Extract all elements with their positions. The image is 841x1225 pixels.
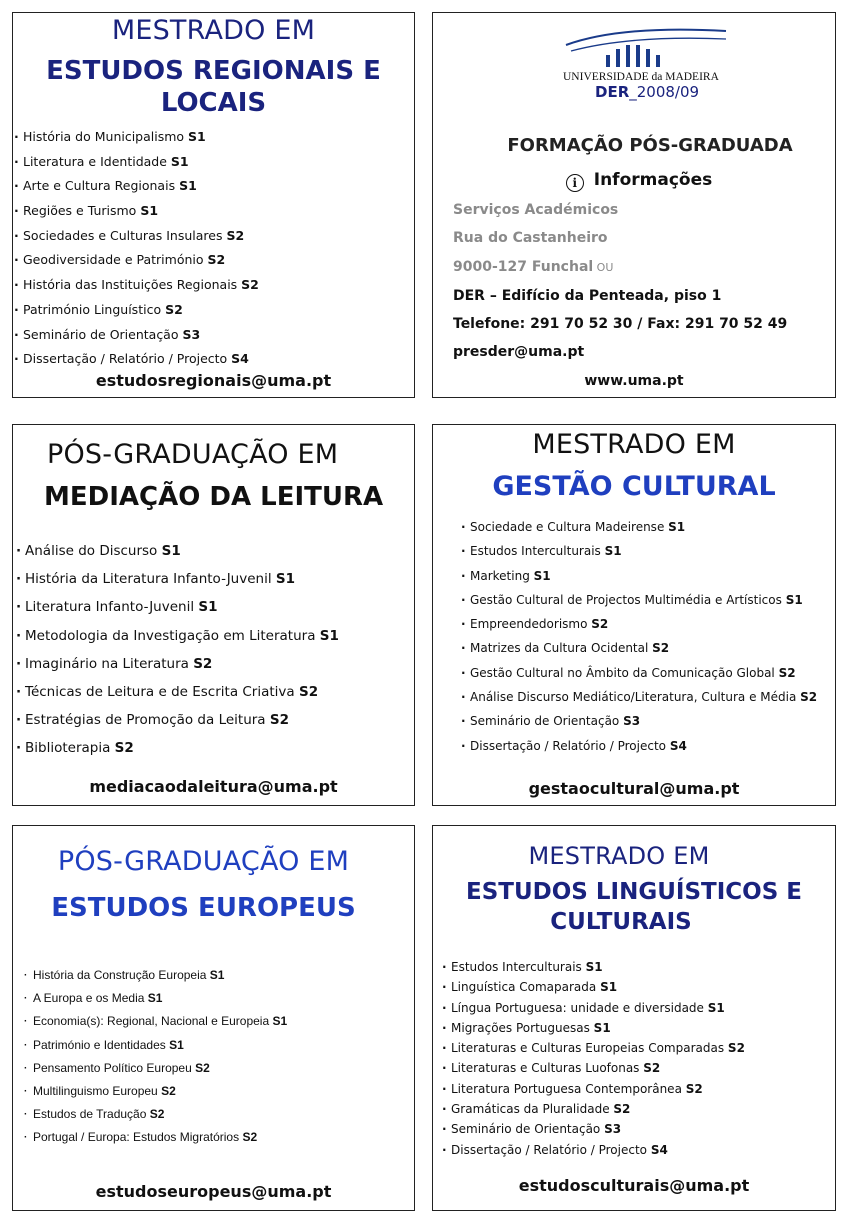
course-name: Estudos Interculturais	[470, 544, 601, 559]
course-name: Análise Discurso Mediático/Literatura, Cultura e Média	[470, 690, 797, 705]
semester-badge: S1	[600, 980, 618, 995]
course-name: Migrações Portuguesas	[451, 1020, 590, 1035]
card-subtitle: MESTRADO EM	[111, 15, 316, 46]
course-item	[451, 957, 745, 977]
semester-badge: S2	[727, 1041, 745, 1056]
course-item	[470, 539, 817, 563]
course-name: Economia(s): Regional, Nacional e Europeia	[33, 1014, 270, 1029]
course-item	[25, 734, 339, 762]
card-title-line1: ESTUDOS LINGUÍSTICOS E	[466, 879, 802, 905]
course-item	[470, 636, 817, 660]
card-title-line1: ESTUDOS REGIONAIS E	[46, 56, 381, 86]
course-item	[23, 298, 259, 323]
course-item	[23, 248, 259, 273]
course-name: Estudos de Tradução	[33, 1107, 147, 1122]
course-item	[33, 1010, 287, 1033]
semester-badge: S2	[652, 641, 670, 656]
semester-badge: S1	[668, 520, 686, 534]
course-name: Geodiversidade e Património	[23, 252, 204, 268]
semester-badge: S2	[591, 617, 609, 632]
semester-badge: S1	[170, 153, 189, 169]
course-name: Linguística Comaparada	[451, 980, 597, 995]
course-item	[470, 515, 817, 539]
course-item	[451, 1099, 745, 1119]
course-name: Imaginário na Literatura	[25, 655, 189, 672]
website-link[interactable]: www.uma.pt	[584, 373, 684, 389]
address-line: Rua do Castanheiro	[453, 230, 608, 246]
semester-badge: S1	[272, 1014, 288, 1029]
semester-badge: S1	[198, 599, 218, 616]
semester-badge: S4	[669, 738, 687, 753]
address-line: 9000-127 Funchal OU	[453, 259, 614, 275]
course-name: Estratégias de Promoção da Leitura	[25, 712, 266, 729]
der-label: DER	[595, 83, 630, 101]
course-name: Metodologia da Investigação em Literatura	[25, 627, 316, 644]
semester-badge: S2	[800, 690, 818, 705]
course-item	[451, 1058, 745, 1078]
course-item	[23, 224, 259, 249]
course-name: Dissertação / Relatório / Projecto	[470, 738, 667, 753]
semester-badge: S2	[269, 712, 290, 729]
course-item	[23, 174, 259, 199]
course-name: Regiões e Turismo	[23, 203, 137, 219]
course-item	[451, 1038, 745, 1058]
semester-badge: S1	[593, 1020, 611, 1035]
course-item	[470, 709, 817, 733]
semester-badge: S2	[161, 1083, 176, 1098]
semester-badge: S2	[114, 740, 134, 757]
course-name: A Europa e os Media	[33, 991, 145, 1006]
semester-badge: S1	[140, 203, 159, 219]
semester-badge: S2	[226, 227, 245, 243]
course-item	[451, 1140, 745, 1160]
card-mediacao-leitura	[12, 424, 415, 806]
course-item	[23, 125, 259, 150]
card-estudos-europeus	[12, 825, 415, 1211]
svg-text:UNIVERSIDADE da MADEIRA: UNIVERSIDADE da MADEIRA	[563, 71, 719, 83]
course-item	[451, 1018, 745, 1038]
program-year	[595, 83, 699, 101]
semester-badge: S2	[193, 655, 213, 672]
course-name: História da Construção Europeia	[33, 968, 207, 982]
course-item	[451, 1119, 745, 1139]
course-item	[451, 977, 745, 997]
course-name: Seminário de Orientação	[470, 714, 620, 729]
course-item	[451, 1079, 745, 1099]
course-item	[33, 1080, 287, 1103]
semester-badge: S1	[147, 991, 163, 1006]
card-gestao-cultural	[432, 424, 836, 806]
semester-badge: S2	[685, 1081, 703, 1096]
semester-badge: S2	[299, 683, 319, 700]
building-line: DER – Edifício da Penteada, piso 1	[453, 288, 722, 304]
semester-badge: S3	[623, 714, 641, 729]
course-list	[23, 125, 259, 372]
semester-badge: S2	[165, 301, 183, 317]
course-item	[25, 565, 339, 593]
semester-badge: S2	[207, 252, 226, 268]
course-name: Literaturas e Culturas Europeias Comparadas	[451, 1041, 725, 1056]
course-name: Património Linguístico	[23, 301, 162, 317]
contact-email[interactable]: estudosculturais@uma.pt	[518, 1176, 750, 1195]
course-name: Matrizes da Cultura Ocidental	[470, 641, 649, 656]
course-name: Literatura Infanto-Juvenil	[25, 599, 195, 616]
university-logo	[561, 25, 731, 85]
semester-badge: S1	[169, 1037, 184, 1052]
address-line: Serviços Académicos	[453, 202, 619, 218]
course-name: Literatura e Identidade	[23, 153, 167, 169]
course-name: Sociedade e Cultura Madeirense	[470, 520, 665, 534]
contact-email[interactable]: estudoseuropeus@uma.pt	[95, 1182, 332, 1201]
course-item	[25, 537, 339, 565]
card-subtitle: PÓS-GRADUAÇÃO EM	[57, 846, 350, 877]
course-name: Dissertação / Relatório / Projecto	[451, 1142, 648, 1157]
course-item	[23, 273, 259, 298]
course-item	[470, 564, 817, 588]
card-subtitle: MESTRADO EM	[532, 429, 736, 460]
year-label: _2008/09	[629, 83, 700, 101]
course-name: Análise do Discurso	[25, 543, 158, 559]
course-item	[33, 1057, 287, 1080]
course-name: Literatura Portuguesa Contemporânea	[451, 1081, 682, 1096]
course-name: Seminário de Orientação	[451, 1122, 601, 1137]
course-name: Empreendedorismo	[470, 617, 588, 632]
semester-badge: S2	[643, 1061, 661, 1076]
semester-badge: S1	[785, 592, 803, 607]
card-estudos-regionais	[12, 12, 415, 398]
info-label: Informações	[593, 170, 713, 190]
course-name: Gramáticas da Pluralidade	[451, 1102, 610, 1117]
course-list	[25, 537, 339, 763]
semester-badge: S1	[209, 968, 225, 982]
course-item	[470, 612, 817, 636]
course-item	[33, 964, 287, 987]
course-name: Pensamento Político Europeu	[33, 1060, 192, 1075]
course-list	[451, 957, 745, 1160]
course-name: Sociedades e Culturas Insulares	[23, 227, 223, 243]
card-title-line2: LOCAIS	[160, 88, 267, 118]
course-item	[23, 150, 259, 175]
course-name: Técnicas de Leitura e de Escrita Criativa	[25, 683, 295, 700]
semester-badge: S3	[604, 1122, 622, 1137]
semester-badge: S2	[242, 1130, 258, 1145]
heading: FORMAÇÃO PÓS-GRADUADA	[507, 135, 793, 156]
semester-badge: S1	[585, 960, 603, 974]
course-item	[33, 987, 287, 1010]
course-item	[470, 588, 817, 612]
semester-badge: S1	[188, 129, 206, 144]
semester-badge: S1	[275, 571, 296, 588]
course-name: Gestão Cultural de Projectos Multimédia e Artísticos	[470, 592, 782, 607]
course-name: Portugal / Europa: Estudos Migratórios	[33, 1130, 240, 1145]
semester-badge: S2	[613, 1102, 631, 1117]
semester-badge: S1	[319, 627, 339, 644]
course-name: História do Municipalismo	[23, 129, 185, 144]
info-icon: i	[566, 174, 584, 192]
card-subtitle: MESTRADO EM	[528, 842, 710, 870]
semester-badge: S2	[778, 665, 796, 680]
course-item	[23, 347, 259, 372]
course-name: Gestão Cultural no Âmbito da Comunicação Global	[470, 665, 775, 680]
course-item	[33, 1126, 287, 1149]
card-title: GESTÃO CULTURAL	[492, 471, 776, 502]
course-item	[470, 685, 817, 709]
card-title: ESTUDOS EUROPEUS	[51, 893, 356, 923]
card-title: MEDIAÇÃO DA LEITURA	[44, 482, 384, 512]
course-name: Multilinguismo Europeu	[33, 1083, 158, 1098]
course-name: Literaturas e Culturas Luofonas	[451, 1061, 640, 1076]
course-name: Seminário de Orientação	[23, 326, 179, 342]
contact-email[interactable]: gestaocultural@uma.pt	[528, 779, 740, 798]
semester-badge: S2	[241, 277, 259, 293]
course-item	[23, 323, 259, 348]
course-item	[25, 622, 339, 650]
course-item	[451, 998, 745, 1018]
course-item	[33, 1103, 287, 1126]
course-item	[25, 593, 339, 621]
course-name: Dissertação / Relatório / Projecto	[23, 351, 228, 367]
semester-badge: S1	[707, 1000, 725, 1015]
course-item	[33, 1034, 287, 1057]
info-heading	[433, 170, 835, 192]
course-name: Arte e Cultura Regionais	[23, 178, 176, 194]
semester-badge: S4	[650, 1142, 668, 1157]
course-list	[470, 515, 817, 758]
course-name: Língua Portuguesa: unidade e diversidade	[451, 1000, 704, 1015]
semester-badge: S1	[179, 178, 197, 194]
course-name: Estudos Interculturais	[451, 960, 582, 974]
contact-email[interactable]: presder@uma.pt	[453, 344, 585, 360]
semester-badge: S1	[161, 543, 181, 559]
card-title-line2: CULTURAIS	[550, 909, 692, 935]
semester-badge: S4	[231, 351, 249, 367]
course-item	[25, 706, 339, 734]
contact-email[interactable]: estudosregionais@uma.pt	[95, 371, 332, 390]
semester-badge: S3	[182, 326, 201, 342]
course-name: História das Instituições Regionais	[23, 277, 238, 293]
semester-badge: S1	[533, 568, 551, 583]
card-info	[432, 12, 836, 398]
course-item	[470, 734, 817, 758]
course-name: Biblioterapia	[25, 740, 111, 757]
semester-badge: S1	[604, 544, 622, 559]
course-list	[33, 964, 287, 1150]
card-estudos-linguisticos	[432, 825, 836, 1211]
course-name: Património e Identidades	[33, 1037, 166, 1052]
course-item	[23, 199, 259, 224]
course-name: Marketing	[470, 568, 530, 583]
course-item	[25, 650, 339, 678]
semester-badge: S2	[149, 1107, 165, 1122]
course-item	[470, 661, 817, 685]
course-name: História da Literatura Infanto-Juvenil	[25, 571, 272, 588]
phone-line: Telefone: 291 70 52 30 / Fax: 291 70 52 49	[453, 316, 788, 332]
semester-badge: S2	[195, 1060, 210, 1075]
contact-email[interactable]: mediacaodaleitura@uma.pt	[89, 777, 338, 796]
card-subtitle: PÓS-GRADUAÇÃO EM	[47, 439, 339, 470]
course-item	[25, 678, 339, 706]
